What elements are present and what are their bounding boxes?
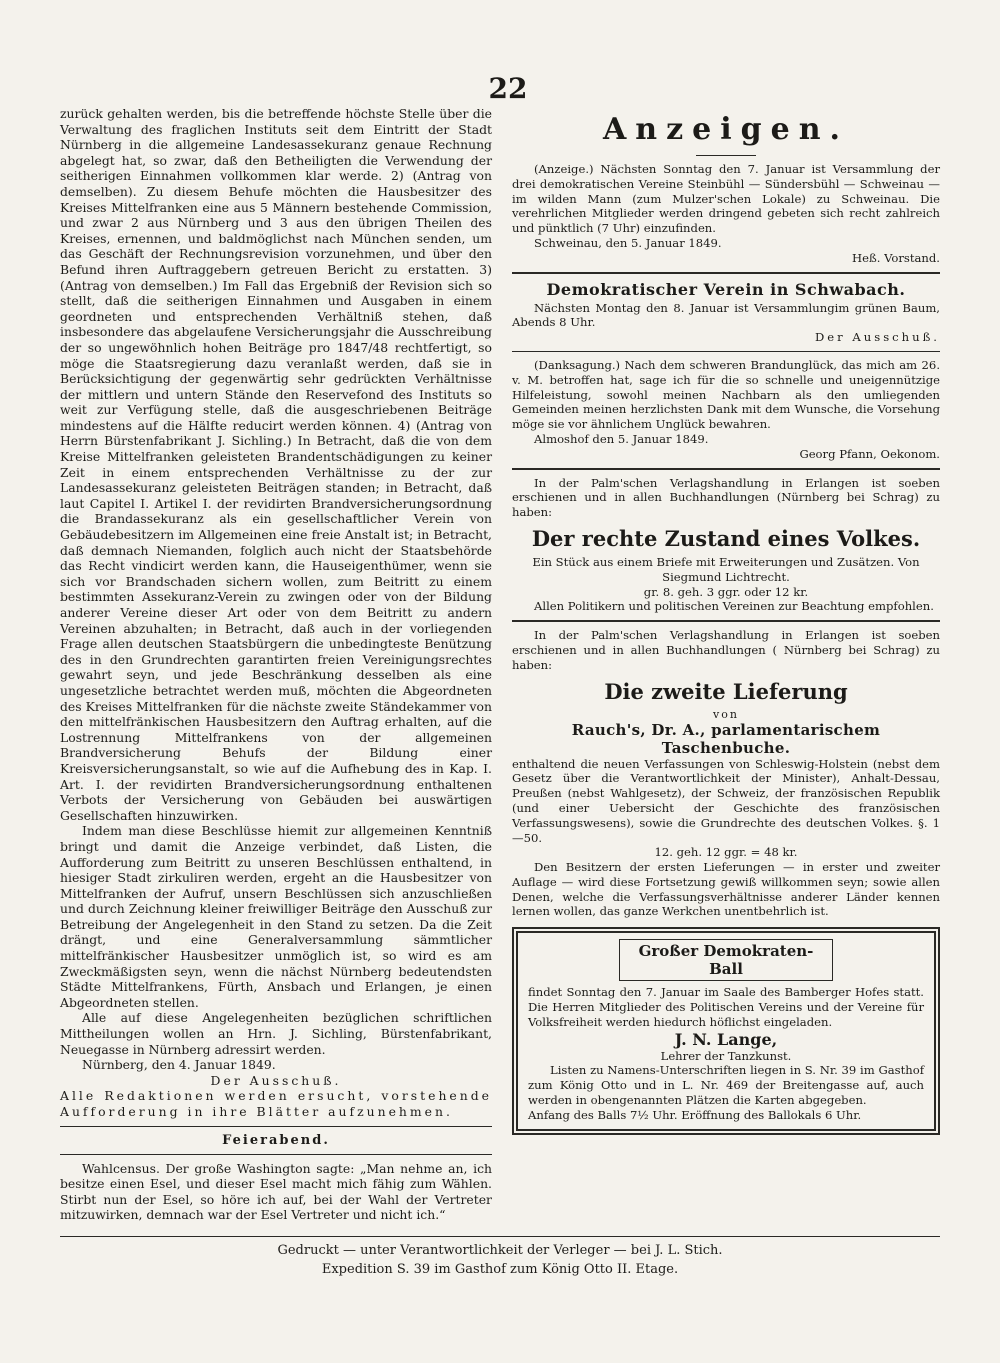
ad-text: (Anzeige.) Nächsten Sonntag den 7. Januar ist Versammlung der drei demokratischen Vereine Steinbühl — Sündersbühl — Schweinau — im wilden Mann (zum Mulzer'schen Lokale) zu Schweinau. Die verehrlichen Mitglieder werden dringend gebeten sich recht zahlreich und pünktlich (7 Uhr) einzufinden. <box>512 162 940 236</box>
book-price: gr. 8. geh. 3 ggr. oder 12 kr. <box>643 584 809 599</box>
ad-text: In der Palm'schen Verlagshandlung in Erlangen ist soeben erschienen und in allen Buchhandlungen (Nürnberg bei Schrag) zu haben: <box>512 475 940 520</box>
imprint <box>60 1236 940 1279</box>
divider <box>512 351 940 352</box>
ad-text: Listen zu Namens-Unterschriften liegen in S. Nr. 39 im Gasthof zum König Otto und in L. Nr. 469 der Breitengasse auf, auch werden in obengenannten Plätzen die Karten abgegeben. <box>528 1063 924 1108</box>
feierabend-text: Wahlcensus. Der große Washington sagte: „Man nehme an, ich besitze einen Esel, und dieser Esel macht mich fähig zum Wählen. Stirbt nun der Esel, so höre ich auf, bei der Wahl der Vertreter mitzuwirken, demnach war der Esel Vertreter und nicht ich.“ <box>60 1160 492 1223</box>
ad-text: Allen Politikern und politischen Vereinen zur Beachtung empfohlen. <box>534 599 934 614</box>
feierabend-heading: Feierabend. <box>222 1132 330 1148</box>
imprint-line: Expedition S. 39 im Gasthof zum König Otto II. Etage. <box>321 1262 679 1277</box>
ad-signature: J. N. Lange, <box>674 1029 778 1049</box>
ball-title: Großer Demokraten-Ball <box>619 939 833 981</box>
book-price: 12. geh. 12 ggr. = 48 kr. <box>654 845 798 860</box>
ad-signature-role: Lehrer der Tanzkunst. <box>660 1048 792 1063</box>
ad-text: Anfang des Balls 7½ Uhr. Eröffnung des Ballokals 6 Uhr. <box>528 1107 862 1122</box>
divider <box>512 468 940 470</box>
ad-date: Schweinau, den 5. Januar 1849. <box>534 235 722 250</box>
ad-text: (Danksagung.) Nach dem schweren Brandunglück, das mich am 26. v. M. betroffen hat, sage ich für die so schnelle und uneigennützige Hilfeleistung, sowohl meinen Nachbarn als den umliegenden Gemeinden meinen herzlichsten Dank mit dem Wunsche, die Vorsehung möge sie vor ähnlichem Unglück bewahren. <box>512 357 940 432</box>
divider <box>60 1236 940 1237</box>
right-column <box>512 106 940 1135</box>
ball-announcement <box>512 927 940 1134</box>
dateline: Nürnberg, den 4. Januar 1849. <box>82 1057 276 1073</box>
editorial-request: Alle Redaktionen werden ersucht, vorstehende Aufforderung in ihre Blätter aufzunehmen. <box>60 1088 492 1119</box>
section-title: Anzeigen. <box>603 112 849 147</box>
ad-text: Nächsten Montag den 8. Januar ist Versammlungim grünen Baum, Abends 8 Uhr. <box>512 300 940 330</box>
ad-signature: Heß. Vorstand. <box>851 250 940 265</box>
ad-text: In der Palm'schen Verlagshandlung in Erlangen ist soeben erschienen und in allen Buchhandlungen ( Nürnberg bei Schrag) zu haben: <box>512 628 940 672</box>
ad-heading: Demokratischer Verein in Schwabach. <box>546 279 906 299</box>
book-author: Rauch's, Dr. A., parlamentarischem Taschenbuche. <box>571 720 881 757</box>
left-column <box>60 106 492 1223</box>
imprint-line: Gedruckt — unter Verantwortlichkeit der Verleger — bei J. L. Stich. <box>277 1243 723 1258</box>
book-by: von <box>713 707 739 721</box>
book-subtitle: Ein Stück aus einem Briefe mit Erweiterungen und Zusätzen. Von Siegmund Lichtrecht. <box>532 554 920 584</box>
page-number: 22 <box>488 72 528 105</box>
ad-signature: Der Ausschuß. <box>815 330 940 345</box>
book-title: Der rechte Zustand eines Volkes. <box>531 525 921 551</box>
article-text: zurück gehalten werden, bis die betreffende höchste Stelle über die Verwaltung des fraglichen Instituts seit dem Eintritt der Stadt Nürnberg in die allgemeine Landesassekuranz genaue Rechnung abgelegt hat, so zwar, daß den Betheiligten die Verwendung der seitherigen Einnahmen vollkommen klar werde. 2) (Antrag von demselben). Zu diesem Behufe möchten die Hausbesitzer des Kreises Mittelfranken eine aus 5 Männern bestehende Commission, und zwar 2 aus Nürnberg und 3 aus den übrigen Theilen des Kreises, ernennen, und baldmöglichst nach München senden, um das Geschäft der Rechnungsrevision vorzunehmen, und über den Befund ihren Auftraggebern getreuen Bericht zu erstatten. 3) (Antrag von demselben.) Im Fall das Ergebniß der Revision sich so stellt, daß die seitherigen Einnahmen und Ausgaben in einem geordneten und entsprechenden Verhältniß stehen, daß insbesondere das abgelaufene Versicherungsjahr die Ausschreibung der so ungewöhnlich hohen Beiträge pro 1847/48 rechtfertigt, so möge die Staatsregierung dazu veranlaßt werden, daß sie in Berücksichtigung der gegenwärtig sehr gedrückten Verhältnisse der mittlern und untern Stände den Reservefond des Instituts so weit zur Verfügung stelle, daß die ausgeschriebenen Beiträge mindestens auf die Hälfte reducirt werden können. 4) (Antrag von Herrn Bürstenfabrikant J. Sichling.) In Betracht, daß die von dem Kreise Mittelfranken geleisteten Brandentschädigungen zu keiner Zeit in einem entsprechenden Verhältnisse zu der zur Landesassekuranz geleisteten Beiträgen standen; in Betracht, daß laut Capitel I. Artikel I. der revidirten Brandversicherungsordnung die Brandassekuranz als ein gesellschaftlicher Verein von Gebäudebesitzern im Allgemeinen eine freie Anstalt ist; in Betracht, daß demnach Niemanden, folglich auch nicht der Staatsbehörde das Recht vindicirt werden kann, die Hauseigenthümer, wenn sie sich vor Brandschaden sichern wollen, zum Beitritt zu einem bestimmten Assekuranz-Verein zu zwingen oder von der Bildung anderer Vereine dieser Art oder von dem Beitritt zu andern Vereinen abzuhalten; in Betracht, daß auch in der vorliegenden Frage allen deutschen Staatsbürgern die unbedingteste Benützung des in den Grundrechten garantirten freien Vereinigungsrechtes gewahrt seyn, und jede Beschränkung desselben als eine ungesetzliche betrachtet werden muß, möchten die Abgeordneten des Kreises Mittelfranken für die nächste zweite Ständekammer von den mittelfränkischen Hausbesitzern den Auftrag erhalten, auf die Lostrennung Mittelfrankens von der allgemeinen Brandversicherung Behufs der Bildung einer Kreisversicherungsanstalt, so wie auf die Aufhebung des in Kap. I. Art. I. der revidirten Brandversicherungsordnung enthaltenen Verbots der Versicherung von Gebäuden bei auswärtigen Gesellschaften hinzuwirken. <box>60 106 492 823</box>
article-text: Indem man diese Beschlüsse hiemit zur allgemeinen Kenntniß bringt und damit die Anzeige verbindet, daß Listen, die Aufforderung zum Beitritt zu unseren Beschlüssen enthaltend, in hiesiger Stadt zirkuliren werden, ergeht an die Hausbesitzer von Mittelfranken der Aufruf, unsern Beschlüssen sich anzuschließen und durch Zeichnung kleiner freiwilliger Beiträge den Ausschuß zur Betreibung der Angelegenheit in den Stand zu setzen. Da die Zeit drängt, und eine Generalversammlung sämmtlicher mittelfränkischer Hausbesitzer unmöglich ist, so wird es am Zweckmäßigsten seyn, wenn die nächst Nürnberg bedeutendsten Städte Mittelfrankens, Fürth, Ansbach und Erlangen, je einen Abgeordneten stellen. <box>60 823 492 1010</box>
divider <box>512 272 940 274</box>
ad-text: findet Sonntag den 7. Januar im Saale des Bamberger Hofes statt. Die Herren Mitglieder des Politischen Vereins und der Vereine für Volksfreiheit werden hiedurch höflichst eingeladen. <box>528 985 924 1029</box>
divider <box>60 1126 492 1127</box>
ad-signature: Georg Pfann, Oekonom. <box>799 446 940 461</box>
divider <box>696 155 756 156</box>
ad-date: Almoshof den 5. Januar 1849. <box>534 431 709 446</box>
ad-text: enthaltend die neuen Verfassungen von Schleswig-Holstein (nebst dem Gesetz über die Verantwortlichkeit der Minister), Anhalt-Dessau, Preußen (nebst Wahlgesetz), der Schweiz, der französischen Republik (und einer Uebersicht der Geschichte des französischen Verfassungswesens), sowie die Grundrechte des deutschen Volkes. §. 1—50. <box>512 756 940 845</box>
article-text: Alle auf diese Angelegenheiten bezüglichen schriftlichen Mittheilungen wollen an Hrn. J. Sichling, Bürstenfabrikant, Neuegasse in Nürnberg adressirt werden. <box>60 1010 492 1057</box>
book-title: Die zweite Lieferung <box>604 678 848 704</box>
divider <box>60 1154 492 1155</box>
ad-text: Den Besitzern der ersten Lieferungen — in erster und zweiter Auflage — wird diese Fortsetzung gewiß willkommen seyn; sowie allen Denen, welche die Verfassungsverhältnisse anderer Länder kennen lernen wollen, das ganze Werkchen unentbehrlich ist. <box>512 860 940 919</box>
divider <box>512 620 940 622</box>
signature: Der Ausschuß. <box>210 1072 342 1088</box>
